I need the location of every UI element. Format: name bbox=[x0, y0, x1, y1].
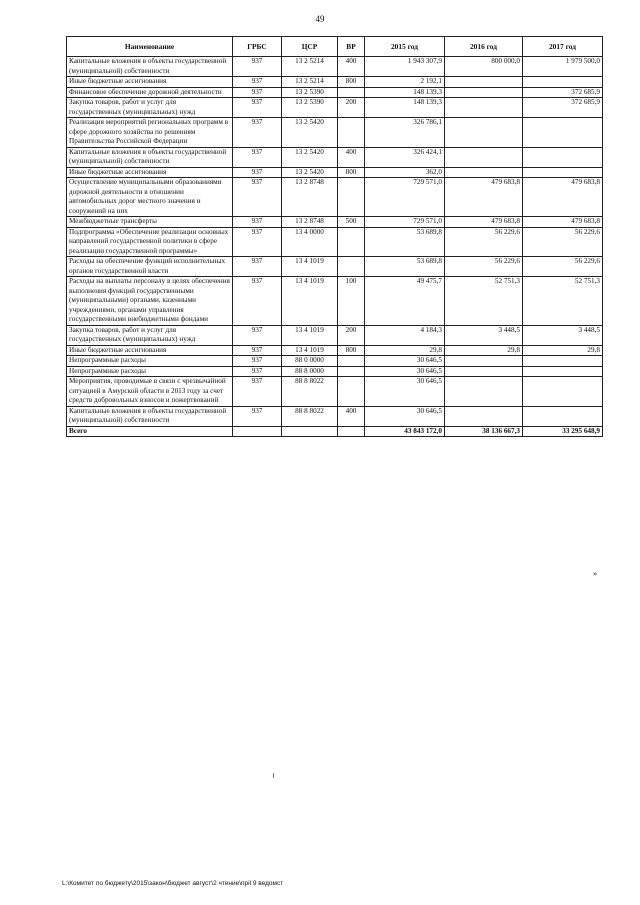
table-row bbox=[67, 406, 603, 426]
table-row bbox=[67, 325, 603, 345]
table-row bbox=[67, 277, 603, 326]
cell-2015: 53 689,8 bbox=[365, 257, 445, 277]
cell-name: Закупка товаров, работ и услуг для государственных (муниципальных) нужд bbox=[67, 325, 233, 345]
table-body bbox=[67, 57, 603, 427]
cell-name: Непрограммные расходы bbox=[67, 366, 233, 377]
cell-vr: 200 bbox=[338, 98, 365, 118]
cell-grbs: 937 bbox=[233, 257, 282, 277]
cell-csr: 13 2 8748 bbox=[282, 178, 338, 217]
cell-vr bbox=[338, 87, 365, 98]
total-vr bbox=[338, 426, 365, 437]
cell-2016 bbox=[445, 366, 523, 377]
cell-2016 bbox=[445, 377, 523, 407]
cell-2015: 4 184,3 bbox=[365, 325, 445, 345]
cell-2015: 729 571,0 bbox=[365, 178, 445, 217]
cell-2017: 29,8 bbox=[523, 345, 603, 356]
cell-name: Капитальные вложения в объекты государственной (муниципальной) собственности bbox=[67, 57, 233, 77]
cell-2016: 3 448,5 bbox=[445, 325, 523, 345]
cell-name: Финансовое обеспечение дорожной деятельности bbox=[67, 87, 233, 98]
cell-2015: 30 646,5 bbox=[365, 406, 445, 426]
cell-name: Капитальные вложения в объекты государственной (муниципальной) собственности bbox=[67, 147, 233, 167]
total-label: Всего bbox=[67, 426, 233, 437]
cell-vr: 200 bbox=[338, 325, 365, 345]
cell-name: Непрограммные расходы bbox=[67, 356, 233, 367]
cell-2016 bbox=[445, 406, 523, 426]
cell-2017 bbox=[523, 167, 603, 178]
cell-name: Закупка товаров, работ и услуг для государственных (муниципальных) нужд bbox=[67, 98, 233, 118]
header-grbs: ГРБС bbox=[233, 37, 282, 57]
cell-grbs: 937 bbox=[233, 345, 282, 356]
header-2015: 2015 год bbox=[365, 37, 445, 57]
cell-csr: 13 2 5420 bbox=[282, 147, 338, 167]
cell-grbs: 937 bbox=[233, 87, 282, 98]
cell-vr: 400 bbox=[338, 57, 365, 77]
cell-name: Иные бюджетные ассигнования bbox=[67, 345, 233, 356]
cell-vr bbox=[338, 227, 365, 257]
cell-2016: 479 683,8 bbox=[445, 178, 523, 217]
cell-grbs: 937 bbox=[233, 406, 282, 426]
table-row bbox=[67, 257, 603, 277]
cell-grbs: 937 bbox=[233, 147, 282, 167]
cell-grbs: 937 bbox=[233, 277, 282, 326]
cell-csr: 13 4 1019 bbox=[282, 257, 338, 277]
cell-csr: 13 4 1019 bbox=[282, 325, 338, 345]
table-row bbox=[67, 98, 603, 118]
cell-2017 bbox=[523, 356, 603, 367]
cell-name: Реализация мероприятий региональных программ в сфере дорожного хозяйства по решениям Правительства Российской Федерации bbox=[67, 118, 233, 148]
cell-vr bbox=[338, 377, 365, 407]
cell-2015: 30 646,5 bbox=[365, 356, 445, 367]
cell-2015: 148 139,3 bbox=[365, 98, 445, 118]
cell-csr: 13 4 0000 bbox=[282, 227, 338, 257]
cell-name: Иные бюджетные ассигнования bbox=[67, 77, 233, 88]
page-number: 49 bbox=[315, 14, 325, 24]
table-row bbox=[67, 87, 603, 98]
cell-2016: 52 751,3 bbox=[445, 277, 523, 326]
cell-csr: 13 2 8748 bbox=[282, 217, 338, 228]
table-row bbox=[67, 57, 603, 77]
header-csr: ЦСР bbox=[282, 37, 338, 57]
cell-2016: 800 000,0 bbox=[445, 57, 523, 77]
cell-vr: 100 bbox=[338, 277, 365, 326]
cell-csr: 13 2 5390 bbox=[282, 87, 338, 98]
cell-name: Иные бюджетные ассигнования bbox=[67, 167, 233, 178]
cell-2015: 30 646,5 bbox=[365, 377, 445, 407]
cell-grbs: 937 bbox=[233, 98, 282, 118]
cell-csr: 13 2 5420 bbox=[282, 118, 338, 148]
cell-csr: 88 8 8022 bbox=[282, 406, 338, 426]
cell-grbs: 937 bbox=[233, 377, 282, 407]
header-name: Наименование bbox=[67, 37, 233, 57]
table-row bbox=[67, 217, 603, 228]
cell-grbs: 937 bbox=[233, 227, 282, 257]
cell-2015: 326 424,1 bbox=[365, 147, 445, 167]
cell-name: Капитальные вложения в объекты государственной (муниципальной) собственности bbox=[67, 406, 233, 426]
cell-vr bbox=[338, 118, 365, 148]
cell-csr: 13 2 5390 bbox=[282, 98, 338, 118]
table-row bbox=[67, 167, 603, 178]
cell-2016: 56 229,6 bbox=[445, 257, 523, 277]
cell-2017: 479 683,8 bbox=[523, 178, 603, 217]
budget-table bbox=[66, 36, 603, 437]
table-row bbox=[67, 356, 603, 367]
total-2016: 38 136 667,3 bbox=[445, 426, 523, 437]
cell-2016 bbox=[445, 356, 523, 367]
total-2015: 43 843 172,0 bbox=[365, 426, 445, 437]
cell-vr bbox=[338, 178, 365, 217]
cell-2015: 49 475,7 bbox=[365, 277, 445, 326]
cell-2017 bbox=[523, 377, 603, 407]
cell-grbs: 937 bbox=[233, 366, 282, 377]
cell-2015: 729 571,0 bbox=[365, 217, 445, 228]
header-2016: 2016 год bbox=[445, 37, 523, 57]
cell-2017: 52 751,3 bbox=[523, 277, 603, 326]
total-csr bbox=[282, 426, 338, 437]
cell-2017: 479 683,8 bbox=[523, 217, 603, 228]
table-row bbox=[67, 345, 603, 356]
cell-2015: 362,0 bbox=[365, 167, 445, 178]
cell-2016 bbox=[445, 118, 523, 148]
table-row bbox=[67, 366, 603, 377]
cell-vr: 800 bbox=[338, 167, 365, 178]
cell-vr: 800 bbox=[338, 77, 365, 88]
cell-2015: 53 689,8 bbox=[365, 227, 445, 257]
cell-2015: 30 646,5 bbox=[365, 366, 445, 377]
cell-vr: 400 bbox=[338, 147, 365, 167]
table-row bbox=[67, 147, 603, 167]
cell-vr bbox=[338, 356, 365, 367]
cell-grbs: 937 bbox=[233, 167, 282, 178]
cell-vr: 800 bbox=[338, 345, 365, 356]
cell-name: Межбюджетные трансферты bbox=[67, 217, 233, 228]
cell-csr: 88 8 0000 bbox=[282, 366, 338, 377]
closing-quote: » bbox=[593, 569, 597, 578]
cell-name: Мероприятия, проводимые в связи с чрезвычайной ситуацией в Амурской области в 2013 году за счет средств добровольных взносов и пожертвований bbox=[67, 377, 233, 407]
cell-vr: 500 bbox=[338, 217, 365, 228]
cell-2015: 326 786,1 bbox=[365, 118, 445, 148]
cell-2017: 3 448,5 bbox=[523, 325, 603, 345]
cell-2016 bbox=[445, 147, 523, 167]
cell-2017: 56 229,6 bbox=[523, 257, 603, 277]
cell-vr bbox=[338, 366, 365, 377]
cell-2017 bbox=[523, 118, 603, 148]
cell-grbs: 937 bbox=[233, 178, 282, 217]
total-row bbox=[67, 426, 603, 437]
cell-2017 bbox=[523, 147, 603, 167]
footer-file-path: L:\Комитет по бюджету\2015\закон\бюджет август\2 чтение\прil 9 ведомст bbox=[62, 880, 284, 887]
cell-2017 bbox=[523, 406, 603, 426]
header-2017: 2017 год bbox=[523, 37, 603, 57]
cell-grbs: 937 bbox=[233, 217, 282, 228]
table-row bbox=[67, 377, 603, 407]
cell-2015: 1 943 307,9 bbox=[365, 57, 445, 77]
cell-2016 bbox=[445, 167, 523, 178]
cell-vr: 400 bbox=[338, 406, 365, 426]
cell-2016: 29,8 bbox=[445, 345, 523, 356]
scan-artifact bbox=[273, 773, 274, 778]
cell-2017 bbox=[523, 77, 603, 88]
cell-name: Расходы на обеспечение функций исполнительных органов государственной власти bbox=[67, 257, 233, 277]
cell-csr: 13 2 5420 bbox=[282, 167, 338, 178]
cell-grbs: 937 bbox=[233, 118, 282, 148]
table-row bbox=[67, 77, 603, 88]
cell-csr: 13 4 1019 bbox=[282, 277, 338, 326]
table-row bbox=[67, 118, 603, 148]
cell-grbs: 937 bbox=[233, 356, 282, 367]
cell-2016: 56 229,6 bbox=[445, 227, 523, 257]
cell-name: Подпрограмма «Обеспечение реализации основных направлений государственной политики в сфере реализации государственной программы» bbox=[67, 227, 233, 257]
cell-csr: 88 8 8022 bbox=[282, 377, 338, 407]
cell-2016: 479 683,8 bbox=[445, 217, 523, 228]
cell-2017: 1 979 500,0 bbox=[523, 57, 603, 77]
cell-2016 bbox=[445, 98, 523, 118]
table-row bbox=[67, 227, 603, 257]
cell-csr: 13 2 5214 bbox=[282, 77, 338, 88]
cell-csr: 88 0 0000 bbox=[282, 356, 338, 367]
cell-2017: 372 685,9 bbox=[523, 87, 603, 98]
cell-grbs: 937 bbox=[233, 77, 282, 88]
table-row bbox=[67, 178, 603, 217]
cell-grbs: 937 bbox=[233, 325, 282, 345]
cell-name: Осуществление муниципальными образованиями дорожной деятельности в отношении автомобильных дорог местного значения и сооружений на них bbox=[67, 178, 233, 217]
total-2017: 33 295 648,9 bbox=[523, 426, 603, 437]
cell-2015: 2 192,1 bbox=[365, 77, 445, 88]
header-vr: ВР bbox=[338, 37, 365, 57]
cell-vr bbox=[338, 257, 365, 277]
cell-2016 bbox=[445, 87, 523, 98]
cell-name: Расходы на выплаты персоналу в целях обеспечения выполнения функций государственными (муниципальными) органами, казенными учреждениями, органами управления государственными внебюджетными фондами bbox=[67, 277, 233, 326]
table-header-row bbox=[67, 37, 603, 57]
cell-grbs: 937 bbox=[233, 57, 282, 77]
cell-csr: 13 2 5214 bbox=[282, 57, 338, 77]
cell-2015: 148 139,3 bbox=[365, 87, 445, 98]
cell-csr: 13 4 1019 bbox=[282, 345, 338, 356]
cell-2017: 372 685,9 bbox=[523, 98, 603, 118]
total-grbs bbox=[233, 426, 282, 437]
cell-2016 bbox=[445, 77, 523, 88]
cell-2015: 29,8 bbox=[365, 345, 445, 356]
cell-2017 bbox=[523, 366, 603, 377]
cell-2017: 56 229,6 bbox=[523, 227, 603, 257]
